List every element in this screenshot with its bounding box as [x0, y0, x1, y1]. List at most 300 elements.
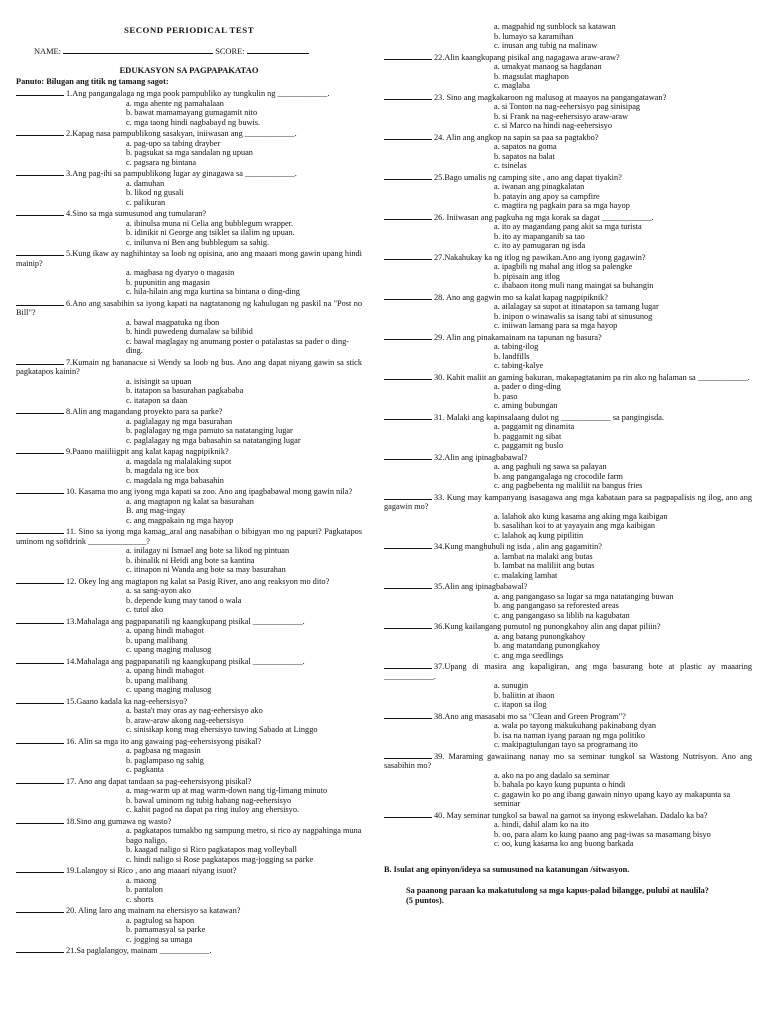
answer-choice[interactable]: b. araw-araw akong nag-eehersisyo [126, 715, 244, 725]
choice-list [126, 457, 362, 486]
question-label: 33. Kung may kampanyang isasagawa ang mga kabataan para sa pagpapalisis ng ilog, ano ang gagawin mo? [384, 492, 752, 511]
answer-choice[interactable]: a. magbasa ng dyaryo o magasin [126, 268, 235, 277]
answer-choice[interactable]: c. palikuran [126, 197, 166, 207]
answer-choice[interactable]: c. bawal maglagay ng anumang poster o patalastas sa pader o ding-ding. [126, 336, 350, 355]
choice-list [494, 62, 752, 91]
answer-blank[interactable] [384, 252, 432, 260]
answer-choice[interactable]: c. magdala ng mga babasahin [126, 475, 224, 485]
answer-choice[interactable]: b. sapatos na balat [494, 151, 555, 161]
answer-choice[interactable]: a. ang paghuli ng sawa sa palayan [494, 462, 607, 471]
answer-blank[interactable] [384, 621, 432, 629]
answer-choice[interactable]: c. makipagtulungan tayo sa programang ito [494, 740, 638, 749]
answer-choice[interactable]: c. shorts [126, 894, 154, 904]
part-b-question [406, 886, 752, 906]
choice-list [126, 626, 362, 655]
answer-choice[interactable]: a. upang hindi mabagot [126, 666, 204, 675]
question-label: 9.Paano maiiliigpit ang kalat kapag nagpipiknik? [66, 447, 229, 456]
answer-blank[interactable] [16, 576, 64, 584]
answer-choice[interactable]: a. magdala ng malalaking supot [126, 456, 232, 466]
answer-choice[interactable]: a. ito ay magandang pang akit sa mga turista [494, 222, 642, 231]
answer-choice[interactable]: c. tsinelas [494, 161, 527, 170]
answer-choice[interactable]: a. basta't may oras ay nag-eehersisyo ako [126, 706, 263, 715]
answer-choice[interactable]: a. tabing-ilog [494, 342, 539, 351]
answer-choice[interactable]: c. paglalagay ng mga babasahin sa natatanging lugar [126, 435, 301, 445]
answer-choice[interactable]: b. paglampaso ng sahig [126, 755, 204, 765]
answer-blank[interactable] [384, 581, 432, 589]
choice-list [126, 916, 362, 945]
question-label: 13.Mahalaga ang pagpapanatili ng kaangkupang pisikal ____________. [66, 616, 305, 626]
answer-blank[interactable] [384, 711, 432, 719]
answer-choice[interactable]: b. pantalon [126, 885, 163, 894]
choice-list [126, 746, 362, 775]
choice-list [126, 786, 362, 815]
answer-choice[interactable]: a. wala po tayong makukuhang pakinabang dyan [494, 721, 656, 730]
question-label: 21.Sa paglalangoy, mainam ____________. [66, 946, 212, 955]
answer-choice[interactable]: c. sinisikap kong mag ehersisyo tuwing Sabado at Linggo [126, 725, 318, 734]
question-label: 17. Ano ang dapat tandaan sa pag-eehersisyong pisikal? [66, 776, 252, 786]
question-item [16, 88, 362, 127]
question-label: 30. Kahit maliit an gaming bakuran, makapagtatanim pa rin ako ng halaman sa ____________. [434, 372, 750, 382]
answer-blank[interactable] [16, 776, 64, 784]
right-question-list [384, 22, 752, 849]
answer-choice[interactable]: b. pagsukat sa mga sandalan ng upuan [126, 148, 253, 157]
choice-list [126, 377, 362, 406]
answer-blank[interactable] [16, 945, 64, 953]
question-item [16, 616, 362, 655]
answer-choice[interactable]: a. ako na po ang dadalo sa seminar [494, 770, 610, 780]
subject-heading: EDUKASYON SA PAGPAPAKATAO [119, 65, 259, 75]
question-label: 3.Ang pag-ihi sa pampublikong lugar ay ginagawa sa ____________. [66, 169, 297, 178]
question-text [16, 88, 362, 99]
choice-list [494, 632, 752, 661]
question-text [384, 212, 752, 223]
question-text [16, 208, 362, 219]
answer-choice[interactable]: a. pagkatapos tumakbo ng sampung metro, si rico ay nagpahinga muna bago naligo. [126, 826, 362, 845]
answer-choice[interactable]: b. bahala po kayo kung pupunta o hindi [494, 780, 626, 789]
answer-choice[interactable]: b. isa na naman iyang paraan ng mga politiko [494, 730, 645, 740]
question-item [16, 656, 362, 695]
question-text [16, 576, 362, 587]
score-field[interactable] [247, 45, 309, 54]
question-item [384, 452, 752, 491]
question-text [16, 248, 362, 268]
question-text [384, 452, 752, 463]
question-text [16, 616, 362, 627]
answer-choice[interactable]: a. si Tonton na nag-eehersisyo pag sinisipag [494, 102, 641, 111]
answer-choice[interactable]: b. likod ng gusali [126, 188, 184, 197]
answer-choice[interactable]: b. bawat mamamayang gumagamit nito [126, 108, 258, 117]
question-label: 32.Alin ang ipinagbabawal? [434, 452, 528, 462]
answer-blank[interactable] [16, 656, 64, 664]
choice-list [126, 417, 362, 446]
answer-blank[interactable] [384, 52, 432, 60]
question-text [384, 292, 752, 303]
answer-blank[interactable] [16, 357, 64, 365]
answer-blank[interactable] [16, 208, 64, 216]
answer-choice[interactable]: c. mga taong hindi nagbabayd ng buwis. [126, 117, 261, 127]
answer-choice[interactable]: c. kahit pagod na dapat pa ring ituloy ang ehersisyo. [126, 805, 300, 814]
answer-choice[interactable]: b. patayin ang apoy sa campfire [494, 191, 600, 201]
name-field[interactable] [63, 45, 213, 54]
choice-list [494, 721, 752, 750]
question-item [16, 128, 362, 167]
answer-choice[interactable]: c. gagawin ko po ang ibang gawain ninyo upang kayo ay makapunta sa seminar [494, 789, 731, 808]
question-text [384, 661, 752, 681]
choice-list [126, 876, 362, 905]
answer-choice[interactable]: a. magpahid ng sunblock sa katawan [494, 22, 616, 31]
question-item [16, 208, 362, 247]
question-text [384, 621, 752, 632]
answer-choice[interactable]: b. ang pangangaso sa reforested areas [494, 601, 619, 610]
answer-choice[interactable]: b. upang malibang [126, 635, 188, 645]
answer-choice[interactable]: a. pagbasa ng magasin [126, 746, 201, 755]
question-text [16, 298, 362, 318]
question-item [16, 168, 362, 207]
choice-list [126, 318, 362, 356]
answer-choice[interactable]: c. itatapon sa daan [126, 395, 188, 405]
answer-choice[interactable]: b. ibinalik ni Heidi ang bote sa kantina [126, 555, 255, 565]
question-label: 37.Upang di masira ang kapaligiran, ang mga basurang bote at plastic ay maaaring ____________. [384, 662, 752, 681]
answer-choice[interactable]: a. ipagbili ng mahal ang itlog sa palengke [494, 262, 633, 271]
answer-choice[interactable]: b. paglalagay ng mga pamuto sa natatanging lugar [126, 426, 293, 435]
answer-choice[interactable]: b. hindi puwedeng dumalaw sa bilibid [126, 327, 253, 336]
answer-choice[interactable]: b. paggamit ng sibat [494, 431, 562, 441]
answer-blank[interactable] [384, 132, 432, 140]
answer-choice[interactable]: a. paglalagay ng mga basurahan [126, 416, 233, 426]
question-item [16, 526, 362, 575]
answer-choice[interactable]: b. ang pangangalaga ng crocodile farm [494, 471, 624, 481]
answer-choice[interactable]: B. ang mag-ingay [126, 506, 186, 515]
answer-choice[interactable]: c. hila-hilain ang mga kurtina sa bintana o ding-ding [126, 287, 300, 296]
answer-choice[interactable]: a. sapatos na goma [494, 142, 557, 151]
question-item [384, 332, 752, 371]
answer-choice[interactable]: b. magsulat maghapon [494, 71, 569, 81]
answer-blank[interactable] [16, 526, 64, 534]
answer-blank[interactable] [384, 292, 432, 300]
choice-list [494, 552, 752, 581]
answer-choice[interactable]: c. ang mga seedlings [494, 650, 564, 660]
answer-choice[interactable]: a. ang magtapon ng kalat sa basurahan [126, 496, 254, 506]
answer-choice[interactable]: a. iwanan ang pinagkalatan [494, 182, 585, 191]
question-text [16, 168, 362, 179]
answer-choice[interactable]: a. sa sang-ayon ako [126, 586, 191, 595]
choice-list [494, 820, 752, 849]
answer-choice[interactable]: c. ito ay pamugaran ng isda [494, 241, 586, 250]
question-text [384, 172, 752, 183]
question-label: 34.Kung manghuhuli ng isda , alin ang gagamitin? [434, 542, 602, 551]
question-item [16, 446, 362, 485]
answer-blank[interactable] [16, 696, 64, 704]
answer-choice[interactable]: b. ang matandang punongkahoy [494, 641, 600, 650]
question-text [16, 446, 362, 457]
question-text [16, 905, 362, 916]
answer-choice[interactable]: a. mga ahente ng pamahalaan [126, 98, 224, 108]
question-label: 14.Mahalaga ang pagpapanatili ng kaangkupang pisikal ____________. [66, 656, 305, 666]
left-question-list [16, 88, 362, 956]
question-label: 29. Alin ang pinakamainam na tapunan ng basura? [434, 332, 602, 342]
choice-list [126, 268, 362, 297]
question-text [384, 92, 752, 103]
answer-choice[interactable]: c. itinapon ni Wanda ang bote sa may basurahan [126, 565, 286, 574]
choice-list [494, 771, 752, 809]
question-item [384, 661, 752, 710]
answer-choice[interactable]: a. sunugin [494, 681, 529, 690]
answer-blank[interactable] [384, 92, 432, 100]
question-label: 31. Malaki ang kapinsalaang dulot ng ____________ sa pangingisda. [434, 412, 664, 422]
answer-choice[interactable]: a. maong [126, 875, 157, 885]
answer-blank[interactable] [384, 810, 432, 818]
answer-choice[interactable]: c. ang pagbebenta ng maliliit na bangus fries [494, 481, 643, 490]
answer-choice[interactable]: c. pagsara ng bintana [126, 157, 197, 167]
answer-choice[interactable]: c. hindi naligo si Rose pagkatapos mag-jogging sa parke [126, 854, 314, 864]
question-text [384, 252, 752, 263]
choice-list [126, 99, 362, 128]
question-item [384, 212, 752, 251]
answer-blank[interactable] [384, 212, 432, 220]
choice-list [126, 546, 362, 575]
answer-choice[interactable]: c. upang maging malusog [126, 645, 212, 654]
question-item [384, 412, 752, 451]
question-item [384, 492, 752, 541]
answer-choice[interactable]: a. damuhan [126, 178, 165, 188]
answer-blank[interactable] [384, 372, 432, 380]
question-text [16, 406, 362, 417]
test-title: SECOND PERIODICAL TEST [123, 25, 255, 35]
question-item [384, 541, 752, 580]
answer-blank[interactable] [16, 406, 64, 414]
question-label: 18.Sino ang gumawa ng wasto? [66, 816, 172, 826]
answer-choice[interactable]: a. lambat na malaki ang butas [494, 551, 593, 561]
part-b-heading: B. Isulat ang opinyon/ideya sa sumusunod na katanungan /sitwasyon. [384, 864, 630, 874]
answer-blank[interactable] [384, 172, 432, 180]
answer-blank[interactable] [16, 865, 64, 873]
answer-blank[interactable] [16, 816, 64, 824]
question-text [384, 492, 752, 512]
answer-blank[interactable] [16, 616, 64, 624]
answer-blank[interactable] [16, 486, 64, 494]
answer-blank[interactable] [16, 128, 64, 136]
answer-blank[interactable] [384, 661, 432, 669]
answer-choice[interactable]: c. tabing-kalye [494, 361, 544, 370]
answer-choice[interactable]: c. paggamit ng buslo [494, 441, 564, 450]
answer-blank[interactable] [384, 541, 432, 549]
question-item [384, 252, 752, 291]
answer-blank[interactable] [384, 412, 432, 420]
answer-choice[interactable]: a. pag-upo sa tabing drayber [126, 138, 221, 148]
question-text [16, 776, 362, 787]
choice-list [494, 592, 752, 621]
answer-choice[interactable]: c. ang magpakain ng mga hayop [126, 515, 234, 525]
question-text [384, 52, 752, 63]
answer-choice[interactable]: b. lumayo sa karamihan [494, 31, 574, 41]
question-item [16, 945, 362, 956]
choice-list [126, 219, 362, 248]
answer-choice[interactable]: c. aming bubungan [494, 401, 558, 410]
question-item [384, 372, 752, 411]
answer-choice[interactable]: b. ito ay mapanganib sa tao [494, 231, 585, 241]
question-label: 40. May seminar tungkol sa bawal na gamot sa inyong eskwelahan. Dadalo ka ba? [434, 810, 708, 820]
answer-choice[interactable]: c. maglaba [494, 81, 530, 90]
question-item [16, 865, 362, 904]
question-label: 38.Ano ang masasabi mo sa "Clean and Green Program"? [434, 711, 626, 721]
instruction-label: Panuto: [16, 76, 45, 86]
right-column [384, 22, 752, 906]
answer-choice[interactable]: b. si Frank na nag-eehersisyo araw-araw [494, 111, 629, 121]
answer-blank[interactable] [16, 168, 64, 176]
question-label: 39. Maraming gawaiinang nanay mo sa seminar tungkol sa Wastong Nutrisyon. Ano ang sasabihin mo? [384, 751, 752, 770]
question-item [384, 292, 752, 331]
answer-choice[interactable]: a. ang pangangaso sa lugar sa mga natatanging buwan [494, 591, 674, 601]
answer-choice[interactable]: a. pagtulog sa hapon [126, 915, 195, 925]
answer-choice[interactable]: c. magtira ng pagkain para sa mga hayop [494, 201, 630, 210]
question-text [16, 945, 362, 956]
answer-choice[interactable]: b. paso [494, 391, 518, 401]
question-label: 4.Sino sa mga sumusunod ang tumularan? [66, 209, 207, 218]
name-score-line [34, 45, 362, 57]
question-item [16, 406, 362, 445]
answer-choice[interactable]: b. oo, para alam ko kung paano ang pag-iwas sa masamang bisyo [494, 829, 711, 839]
answer-choice[interactable]: c. itapon sa ilog [494, 700, 547, 709]
choice-list [494, 142, 752, 171]
choice-list [494, 342, 752, 371]
question-label: 6.Ano ang sasabihin sa iyong kapati na nagtatanong ng kahulugan ng paskil na "Post no Bill"? [16, 298, 362, 317]
answer-choice[interactable]: b. depende kung may tanod o wala [126, 595, 242, 605]
answer-choice[interactable]: c. upang maging malusog [126, 685, 212, 694]
answer-choice[interactable]: c. inusan ang tubig na malinaw [494, 41, 598, 50]
part-b-question-text: Sa paanong paraan ka makatutulong sa mga kapus-palad bilangge, pulubi at naulila? [406, 886, 709, 895]
question-item [384, 22, 752, 51]
choice-list [494, 681, 752, 710]
answer-choice[interactable]: c. tutol ako [126, 605, 164, 614]
question-label: 35.Alin ang ipinagbabawal? [434, 582, 528, 591]
answer-choice[interactable]: b. bawal uminom ng tubig habang nag-eehersisyo [126, 795, 292, 805]
answer-choice[interactable]: b. upang malibang [126, 675, 188, 685]
question-item [16, 357, 362, 406]
answer-choice[interactable]: a. ibinulsa muna ni Celia ang bubblegum wrapper. [126, 218, 294, 228]
answer-choice[interactable]: b. inipon o winawalis sa isang tabi at sinusunog [494, 311, 653, 321]
question-label: 15.Gaano kadala ka nag-eehersisyo? [66, 696, 188, 706]
answer-choice[interactable]: b. baliitin at ibaon [494, 690, 555, 700]
choice-list [494, 462, 752, 491]
question-label: 10. Kasama mo ang iyong mga kapati sa zoo. Ano ang ipagbabawal mong gawin nila? [66, 487, 353, 496]
answer-choice[interactable]: b. landfills [494, 351, 530, 361]
answer-choice[interactable]: a. inilagay ni Ismael ang bote sa likod ng pintuan [126, 546, 290, 555]
answer-blank[interactable] [384, 751, 432, 759]
choice-list [494, 382, 752, 411]
question-item [16, 298, 362, 356]
answer-choice[interactable]: c. pagkanta [126, 765, 164, 774]
answer-choice[interactable]: b. pipisain ang itlog [494, 271, 560, 281]
instructions [16, 77, 362, 87]
question-text [16, 865, 362, 876]
question-label: 8.Alin ang magandang proyekto para sa parke? [66, 407, 223, 416]
answer-choice[interactable]: b. itatapon sa basurahan pagkababa [126, 386, 244, 395]
answer-choice[interactable]: c. jogging sa umaga [126, 934, 193, 944]
choice-list [126, 706, 362, 735]
answer-choice[interactable]: a. umakyat manaog sa hagdanan [494, 62, 602, 71]
left-column [16, 22, 362, 957]
score-label: SCORE: [215, 46, 245, 56]
answer-choice[interactable]: c. malaking lambat [494, 570, 558, 580]
instruction-text: Bilugan ang titik ng tamang sagot: [46, 76, 169, 86]
question-label: 1.Ang pangangalaga ng mga pook pampubliko ay tungkulin ng ____________. [66, 89, 330, 98]
answer-choice[interactable]: b. pamamasyal sa parke [126, 925, 206, 934]
answer-blank[interactable] [384, 332, 432, 340]
question-item [16, 905, 362, 944]
question-item [16, 816, 362, 865]
answer-choice[interactable]: a. mag-warm up at mag warm-down nang tig-limang minuto [126, 786, 328, 795]
question-label: 36.Kung kailangang pumutol ng punongkahoy alin ang dapat piliin? [434, 622, 661, 631]
answer-choice[interactable]: b. sasalihan koi to at yayayain ang mga kaibigan [494, 521, 656, 530]
question-item [384, 751, 752, 809]
answer-choice[interactable]: b. kaagad naligo si Rico pagkatapos mag volleyball [126, 845, 297, 854]
choice-list [126, 826, 362, 864]
choice-list [126, 586, 362, 615]
question-item [16, 696, 362, 735]
answer-choice[interactable]: c. iniiwan lamang para sa mga hayop [494, 321, 618, 330]
answer-blank[interactable] [16, 905, 64, 913]
question-text [384, 332, 752, 343]
question-label: 22.Alin kaangkupang pisikal ang nagagawa araw-araw? [434, 52, 620, 62]
answer-choice[interactable]: a. lalahok ako kung kasama ang aking mga kaibigan [494, 511, 668, 521]
question-label: 23. Sino ang magkakaroon ng malusog at maayos na pangangatawan? [434, 92, 667, 102]
answer-blank[interactable] [16, 446, 64, 454]
choice-list [126, 666, 362, 695]
answer-choice[interactable]: a. ang batang punongkahoy [494, 631, 586, 641]
question-text [16, 696, 362, 707]
question-label: 25.Bago umalis ng camping site , ano ang dapat tiyakin? [434, 172, 622, 182]
answer-choice[interactable]: a. ailalagay sa supot at itinatapon sa tamang lugar [494, 302, 659, 311]
question-label: 2.Kapag nasa pampublikong sasakyan, iniiwasan ang ____________. [66, 129, 297, 138]
choice-list [494, 512, 752, 541]
answer-blank[interactable] [384, 452, 432, 460]
answer-choice[interactable]: b. pupunitin ang magasin [126, 277, 210, 287]
question-text [16, 736, 362, 747]
answer-blank[interactable] [16, 88, 64, 96]
answer-blank[interactable] [16, 736, 64, 744]
part-b-points: (5 puntos). [406, 896, 444, 905]
answer-choice[interactable]: c. oo, kung kasama ko ang buong barkada [494, 839, 634, 848]
answer-choice[interactable]: a. hindi, dahil alam ko na ito [494, 820, 589, 829]
answer-choice[interactable]: a. pader o ding-ding [494, 382, 561, 391]
question-item [384, 621, 752, 660]
answer-choice[interactable]: a. paggamit ng dinamita [494, 422, 575, 431]
answer-choice[interactable]: c. lalahok aq kung pipilitin [494, 530, 584, 540]
question-item [16, 486, 362, 525]
question-label: 12. Okey lng ang magtapon ng kalat sa Pasig River, ano ang reaksyon mo dito? [66, 576, 330, 586]
answer-blank[interactable] [16, 248, 64, 256]
answer-choice[interactable]: c. ibabaon itong muli nang maingat sa buhangin [494, 281, 654, 290]
answer-choice[interactable]: a. isisingit sa upuan [126, 376, 192, 386]
answer-choice[interactable]: b. lambat na maliliit ang butas [494, 561, 595, 570]
question-label: 28. Ano ang gagwin mo sa kalat kapag nagpipiknik? [434, 292, 608, 302]
answer-choice[interactable]: b. idinikit ni George ang tsiklet sa ilalim ng upuan. [126, 228, 295, 237]
answer-blank[interactable] [384, 492, 432, 500]
answer-blank[interactable] [16, 298, 64, 306]
answer-choice[interactable]: a. bawal magpatuka ng ibon [126, 317, 220, 327]
question-text [16, 526, 362, 546]
question-label: 26. Iniiwasan ang pagkuha ng mga korak sa dagat ____________. [434, 212, 654, 222]
answer-choice[interactable]: b. magdala ng ice box [126, 466, 200, 475]
choice-list [126, 497, 362, 526]
question-item [16, 576, 362, 615]
answer-choice[interactable]: c. si Marco na hindi nag-eehersisyo [494, 121, 612, 130]
answer-choice[interactable]: c. inilunva ni Ben ang bubblegum sa sahig. [126, 237, 270, 247]
answer-choice[interactable]: a. upang hindi mabagot [126, 626, 204, 635]
question-label: 16. Alin sa mga ito ang gawaing pag-eehersisyong pisikal? [66, 736, 262, 746]
answer-choice[interactable]: c. ang pangangaso sa liblib na kagubatan [494, 610, 630, 620]
question-item [16, 248, 362, 297]
